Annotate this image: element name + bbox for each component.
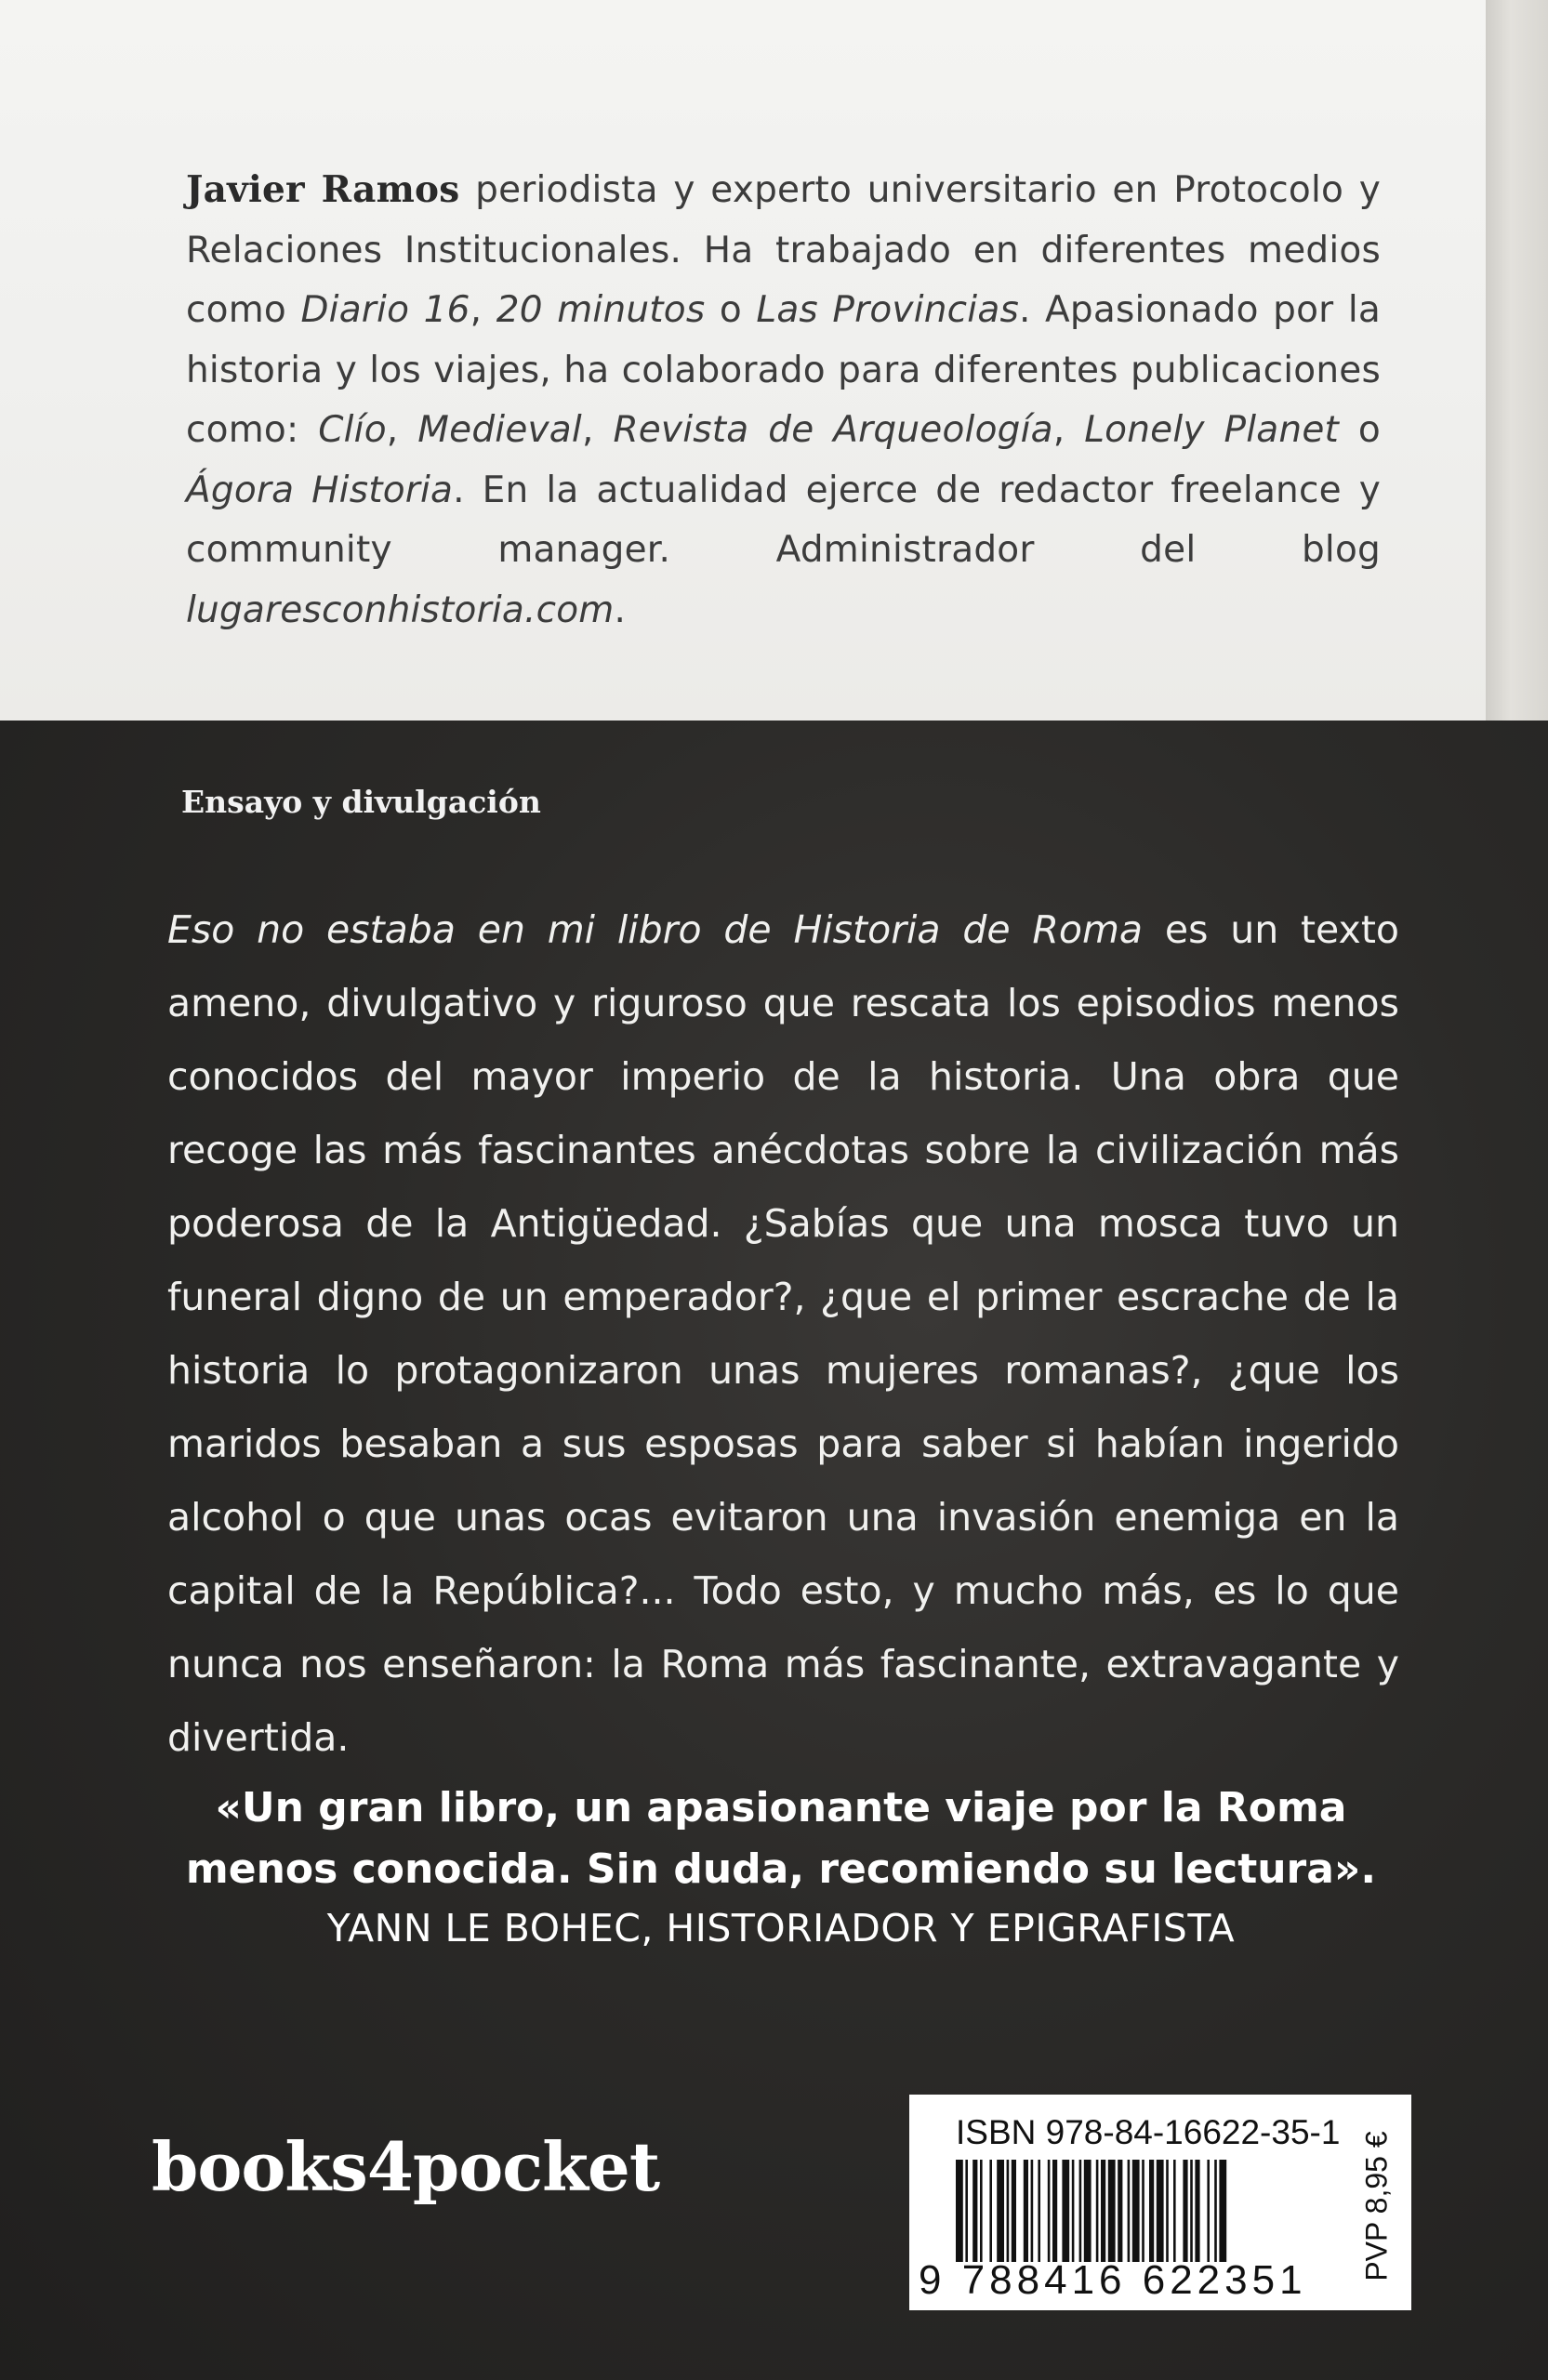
barcode-label <box>909 2095 1411 2310</box>
publication-name: Clío <box>318 409 387 451</box>
publication-name: Revista de Arqueología <box>613 409 1053 451</box>
bio-text: , <box>1052 409 1085 451</box>
synopsis <box>167 893 1399 1775</box>
publication-name: Lonely Planet <box>1084 409 1340 451</box>
publication-name: Medieval <box>417 409 582 451</box>
media-name: Diario 16 <box>300 289 470 331</box>
price-text: PVP 8,95 € <box>1359 2131 1394 2281</box>
synopsis-panel <box>0 721 1548 2380</box>
bio-text: , <box>470 289 496 331</box>
ean-number: 9 788416 622351 <box>919 2257 1307 2303</box>
bio-text: . En la actualidad ejerce de redactor freelance y community manager. Administrador del blog <box>186 469 1382 571</box>
publication-name: Ágora Historia <box>186 469 454 511</box>
isbn-text: ISBN 978-84-16622-35-1 <box>956 2113 1341 2151</box>
author-name: Javier Ramos <box>186 168 460 211</box>
price-label <box>1354 2113 1400 2299</box>
media-name: 20 minutos <box>496 289 706 331</box>
review-quote: «Un gran libro, un apasionante viaje por la Roma menos conocida. Sin duda, recomiendo su lectura». <box>185 1784 1377 1893</box>
publisher-logo: books4pocket <box>152 2127 660 2206</box>
bio-text: periodista y experto universitario en Protocolo y Relaciones Institucionales. Ha trabajado en diferentes medios como <box>186 169 1381 331</box>
book-title: Eso no estaba en mi libro de Historia de Roma <box>167 907 1144 952</box>
bio-text: , <box>386 409 418 451</box>
bio-text: . <box>614 588 627 631</box>
author-bio-panel <box>0 0 1488 721</box>
blog-name: lugaresconhistoria.com <box>186 588 615 631</box>
synopsis-text: es un texto ameno, divulgativo y riguroso que rescata los episodios menos conocidos del mayor imperio de la historia. Una obra que recoge las más fascinantes anécdotas sobre la civilización más poderosa de la Antigüedad. ¿Sabías que una mosca tuvo un funeral digno de un emperador?, ¿que el primer escrache de la historia lo protagonizaron unas mujeres romanas?, ¿que los maridos besaban a sus esposas para saber si habían ingerido alcohol o que unas ocas evitaron una invasión enemiga en la capital de la República?... Todo esto, y mucho más, es lo que nunca nos enseñaron: la Roma más fascinante, extravagante y divertida. <box>167 907 1399 1760</box>
media-name: Las Provincias <box>756 289 1019 331</box>
bio-text: , <box>581 409 614 451</box>
author-bio <box>186 160 1381 641</box>
category-label: Ensayo y divulgación <box>181 784 541 820</box>
quote-attribution: YANN LE BOHEC, HISTORIADOR Y EPIGRAFISTA <box>326 1906 1236 1950</box>
bio-text: o <box>1339 409 1381 451</box>
bio-text: . Apasionado por la historia y los viajes, ha colaborado para diferentes publicaciones como: <box>186 289 1381 451</box>
page-edge <box>1486 0 1548 721</box>
bio-text: o <box>705 289 757 331</box>
barcode <box>956 2160 1332 2262</box>
